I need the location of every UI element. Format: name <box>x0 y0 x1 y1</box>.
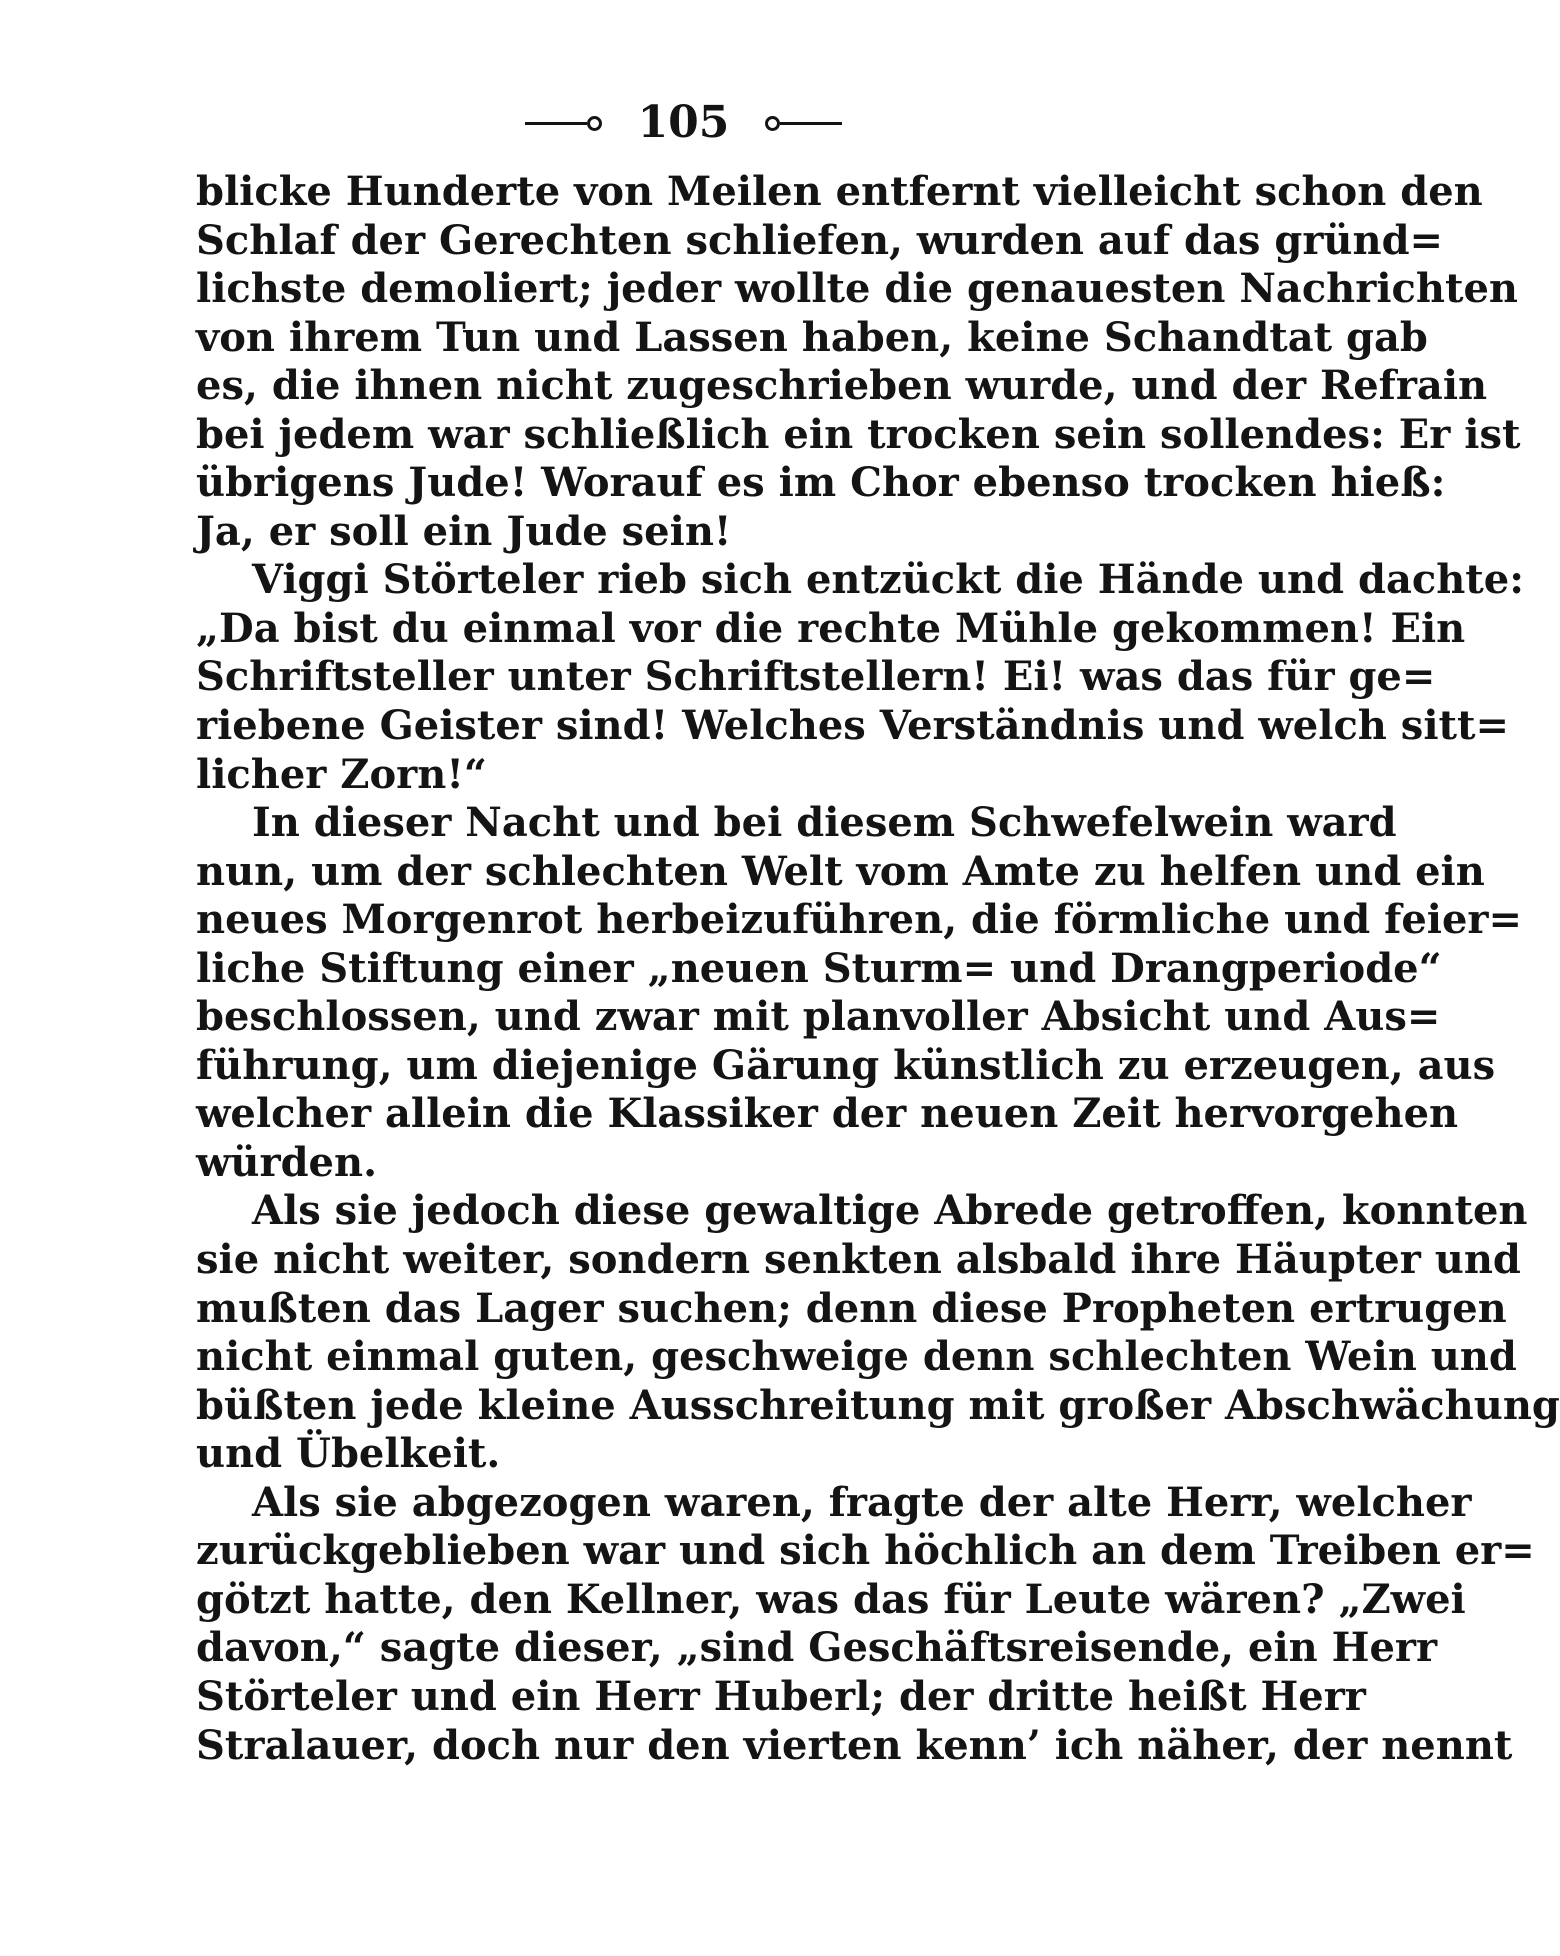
text-line: beschlossen, und zwar mit planvoller Absicht und Aus= <box>196 993 1441 1041</box>
text-line: führung, um diejenige Gärung künstlich zu erzeugen, aus <box>196 1041 1496 1089</box>
text-line: nicht einmal guten, geschweige denn schlechten Wein und <box>196 1333 1517 1381</box>
text-line: neues Morgenrot herbeizuführen, die förmliche und feier= <box>196 896 1523 944</box>
text-line: mußten das Lager suchen; denn diese Propheten ertrugen <box>196 1284 1507 1332</box>
text-line: „Da bist du einmal vor die rechte Mühle gekommen! Ein <box>196 604 1466 652</box>
text-line: Schlaf der Gerechten schliefen, wurden auf das gründ= <box>196 216 1444 264</box>
text-line: bei jedem war schließlich ein trocken sein sollendes: Er ist <box>196 410 1521 458</box>
text-line: licher Zorn!“ <box>196 750 487 798</box>
text-line: lichste demoliert; jeder wollte die genauesten Nachrichten <box>196 265 1518 313</box>
text-line: In dieser Nacht und bei diesem Schwefelwein ward <box>252 799 1397 847</box>
text-line: Ja, er soll ein Jude sein! <box>196 507 732 555</box>
text-line: büßten jede kleine Ausschreitung mit großer Abschwächung <box>196 1381 1560 1429</box>
text-line: sie nicht weiter, sondern senkten alsbald ihre Häupter und <box>196 1236 1521 1284</box>
page-number: 105 <box>637 97 730 148</box>
page-header <box>0 93 1367 153</box>
text-line: götzt hatte, den Kellner, was das für Leute wären? „Zwei <box>196 1575 1466 1623</box>
text-line: riebene Geister sind! Welches Verständnis und welch sitt= <box>196 702 1509 750</box>
text-line: es, die ihnen nicht zugeschrieben wurde, und der Refrain <box>196 362 1488 410</box>
text-line: würden. <box>196 1138 378 1186</box>
text-line: und Übelkeit. <box>196 1430 501 1478</box>
text-line: blicke Hunderte von Meilen entfernt vielleicht schon den <box>196 168 1483 215</box>
text-line: Stralauer, doch nur den vierten kenn’ ich näher, der nennt <box>196 1721 1513 1769</box>
text-line: Als sie abgezogen waren, fragte der alte Herr, welcher <box>252 1478 1472 1526</box>
text-line: Schriftsteller unter Schriftstellern! Ei! was das für ge= <box>196 653 1436 701</box>
text-line: Störteler und ein Herr Huberl; der dritte heißt Herr <box>196 1672 1366 1720</box>
body-text <box>196 168 1560 1770</box>
text-line: Als sie jedoch diese gewaltige Abrede getroffen, konnten <box>252 1187 1528 1235</box>
text-line: nun, um der schlechten Welt vom Amte zu helfen und ein <box>196 847 1485 895</box>
text-line: Viggi Störteler rieb sich entzückt die Hände und dachte: <box>252 556 1524 604</box>
text-line: übrigens Jude! Worauf es im Chor ebenso trocken hieß: <box>196 459 1446 507</box>
text-line: welcher allein die Klassiker der neuen Zeit hervorgehen <box>196 1090 1459 1138</box>
text-line: liche Stiftung einer „neuen Sturm= und Drangperiode“ <box>196 944 1442 992</box>
text-line: von ihrem Tun und Lassen haben, keine Schandtat gab <box>196 313 1428 361</box>
ornament-left <box>525 116 602 131</box>
text-line: davon,“ sagte dieser, „sind Geschäftsreisende, ein Herr <box>196 1624 1438 1672</box>
ornament-right <box>765 116 842 131</box>
text-line: zurückgeblieben war und sich höchlich an dem Treiben er= <box>196 1527 1535 1575</box>
